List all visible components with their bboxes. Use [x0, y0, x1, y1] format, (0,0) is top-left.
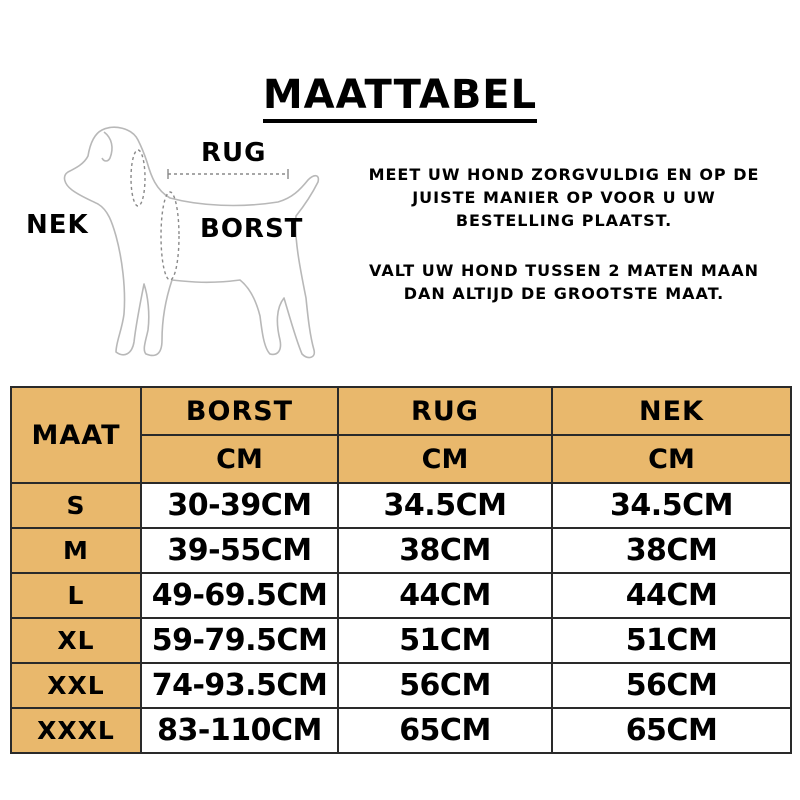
table-row	[11, 573, 791, 618]
borst-cell: 30-39CM	[141, 483, 338, 528]
column-header-borst: BORST	[141, 387, 338, 435]
size-cell: XL	[11, 618, 141, 663]
rug-cell: 34.5CM	[338, 483, 552, 528]
borst-cell: 39-55CM	[141, 528, 338, 573]
nek-cell: 56CM	[552, 663, 791, 708]
rug-cell: 51CM	[338, 618, 552, 663]
size-cell: S	[11, 483, 141, 528]
table-header-row	[11, 387, 791, 435]
page-title-text: MAATTABEL	[263, 72, 537, 123]
nek-cell: 44CM	[552, 573, 791, 618]
back-measure-line	[168, 169, 288, 179]
page-title	[0, 72, 800, 118]
nek-cell: 51CM	[552, 618, 791, 663]
rug-cell: 65CM	[338, 708, 552, 753]
label-nek: NEK	[26, 210, 89, 240]
column-header-rug: RUG	[338, 387, 552, 435]
size-cell: XXL	[11, 663, 141, 708]
borst-cell: 49-69.5CM	[141, 573, 338, 618]
table-row	[11, 483, 791, 528]
size-table	[10, 386, 792, 754]
dog-measurement-illustration	[50, 118, 340, 378]
unit-nek: CM	[552, 435, 791, 483]
rug-cell: 56CM	[338, 663, 552, 708]
size-cell: XXXL	[11, 708, 141, 753]
table-row	[11, 708, 791, 753]
nek-cell: 34.5CM	[552, 483, 791, 528]
nek-cell: 38CM	[552, 528, 791, 573]
borst-cell: 83-110CM	[141, 708, 338, 753]
table-row	[11, 663, 791, 708]
nek-cell: 65CM	[552, 708, 791, 753]
table-row	[11, 528, 791, 573]
label-rug: RUG	[201, 138, 267, 168]
size-column-header: MAAT	[11, 387, 141, 483]
rug-cell: 44CM	[338, 573, 552, 618]
table-row	[11, 618, 791, 663]
size-advice: VALT UW HOND TUSSEN 2 MATEN MAAN DAN ALTIJD DE GROOTSTE MAAT.	[369, 261, 759, 303]
unit-rug: CM	[338, 435, 552, 483]
measure-instruction: MEET UW HOND ZORGVULDIG EN OP DE JUISTE MANIER OP VOOR U UW BESTELLING PLAATST.	[368, 165, 760, 230]
unit-borst: CM	[141, 435, 338, 483]
label-borst: BORST	[200, 214, 304, 244]
borst-cell: 74-93.5CM	[141, 663, 338, 708]
size-cell: L	[11, 573, 141, 618]
size-cell: M	[11, 528, 141, 573]
column-header-nek: NEK	[552, 387, 791, 435]
rug-cell: 38CM	[338, 528, 552, 573]
borst-cell: 59-79.5CM	[141, 618, 338, 663]
